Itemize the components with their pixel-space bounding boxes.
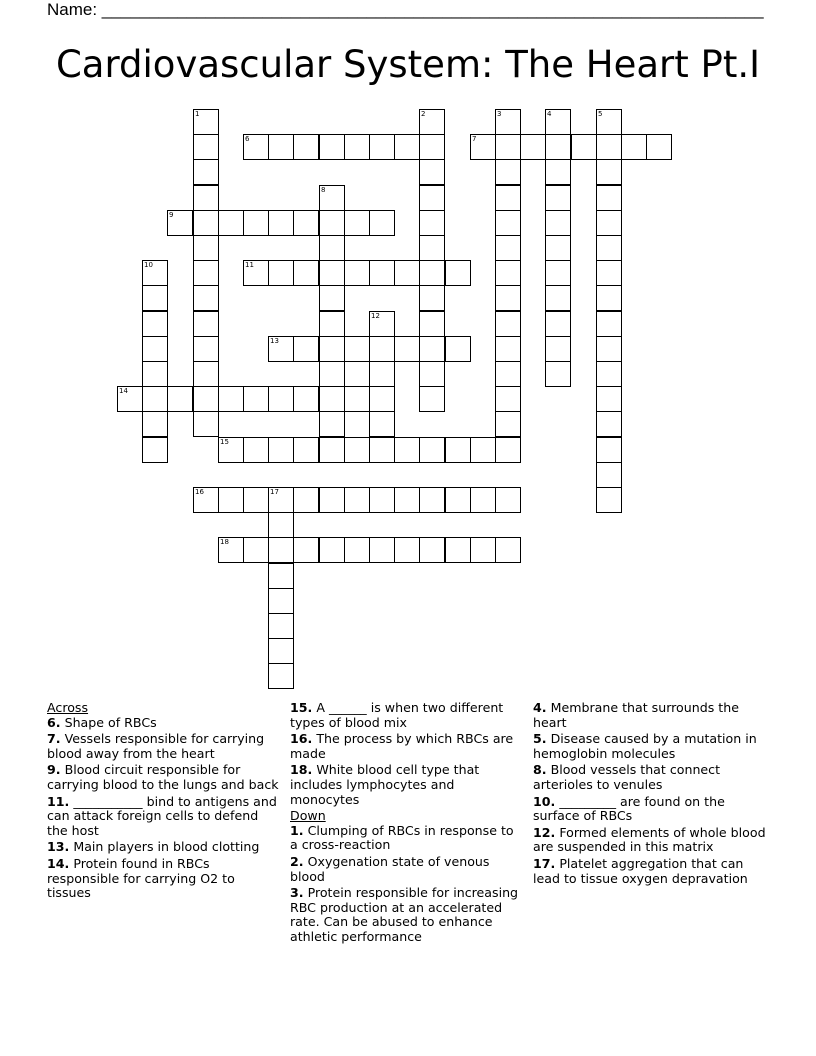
crossword-cell[interactable] xyxy=(596,285,622,311)
clue-number: 3. xyxy=(290,885,304,901)
crossword-cell[interactable] xyxy=(621,134,647,160)
crossword-cell[interactable] xyxy=(293,487,319,513)
page-title: Cardiovascular System: The Heart Pt.I xyxy=(55,43,761,86)
clue-text: Protein found in RBCs responsible for carrying O2 to tissues xyxy=(47,855,235,901)
crossword-cell[interactable] xyxy=(545,285,571,311)
clues-column-3 xyxy=(533,701,773,888)
crossword-cell[interactable] xyxy=(268,663,294,689)
crossword-cell[interactable] xyxy=(319,235,345,261)
crossword-cell[interactable] xyxy=(596,336,622,362)
crossword-cell[interactable] xyxy=(319,311,345,337)
crossword-cell[interactable] xyxy=(344,386,370,412)
clue-number: 12. xyxy=(533,824,556,840)
crossword-cell[interactable] xyxy=(268,260,294,286)
crossword-cell[interactable] xyxy=(545,134,571,160)
crossword-cell[interactable] xyxy=(344,537,370,563)
crossword-cell[interactable] xyxy=(243,537,269,563)
crossword-cell[interactable] xyxy=(293,437,319,463)
crossword-cell[interactable] xyxy=(293,260,319,286)
crossword-cell[interactable] xyxy=(419,336,445,362)
crossword-cell[interactable] xyxy=(319,134,345,160)
crossword-cell[interactable] xyxy=(268,613,294,639)
crossword-cell[interactable] xyxy=(218,437,244,463)
crossword-cell[interactable] xyxy=(142,336,168,362)
crossword-cell[interactable] xyxy=(470,134,496,160)
clue-number: 5 xyxy=(598,110,603,118)
crossword-cell[interactable] xyxy=(646,134,672,160)
crossword-cell[interactable] xyxy=(293,210,319,236)
crossword-cell[interactable] xyxy=(319,487,345,513)
crossword-cell[interactable] xyxy=(243,437,269,463)
crossword-cell[interactable] xyxy=(268,638,294,664)
crossword-cell[interactable] xyxy=(319,537,345,563)
clue-number: 13 xyxy=(270,337,279,345)
clue-item xyxy=(290,824,522,853)
crossword-cell[interactable] xyxy=(344,336,370,362)
crossword-cell[interactable] xyxy=(419,235,445,261)
clue-item xyxy=(290,886,522,944)
clue-number: 10 xyxy=(144,261,153,269)
crossword-cell[interactable] xyxy=(495,437,521,463)
crossword-cell[interactable] xyxy=(545,361,571,387)
clue-text: Disease caused by a mutation in hemoglobin molecules xyxy=(533,731,757,761)
crossword-cell[interactable] xyxy=(193,487,219,513)
crossword-cell[interactable] xyxy=(319,260,345,286)
crossword-cell[interactable] xyxy=(369,260,395,286)
crossword-cell[interactable] xyxy=(268,588,294,614)
crossword-cell[interactable] xyxy=(193,210,219,236)
crossword-cell[interactable] xyxy=(243,210,269,236)
crossword-cell[interactable] xyxy=(470,537,496,563)
down-heading: Down xyxy=(290,808,326,824)
crossword-cell[interactable] xyxy=(167,210,193,236)
crossword-cell[interactable] xyxy=(495,109,521,135)
crossword-cell[interactable] xyxy=(596,134,622,160)
crossword-cell[interactable] xyxy=(142,411,168,437)
crossword-cell[interactable] xyxy=(445,487,471,513)
crossword-cell[interactable] xyxy=(344,260,370,286)
clue-number: 1. xyxy=(290,822,304,838)
crossword-cell[interactable] xyxy=(495,235,521,261)
crossword-cell[interactable] xyxy=(293,386,319,412)
crossword-cell[interactable] xyxy=(596,361,622,387)
crossword-cell[interactable] xyxy=(394,487,420,513)
crossword-cell[interactable] xyxy=(545,260,571,286)
crossword-cell[interactable] xyxy=(445,336,471,362)
crossword-cell[interactable] xyxy=(470,487,496,513)
crossword-cell[interactable] xyxy=(319,411,345,437)
clue-item xyxy=(533,763,773,792)
crossword-cell[interactable] xyxy=(419,437,445,463)
clue-text: Formed elements of whole blood are suspended in this matrix xyxy=(533,824,766,855)
crossword-cell[interactable] xyxy=(319,361,345,387)
crossword-cell[interactable] xyxy=(193,361,219,387)
crossword-cell[interactable] xyxy=(293,336,319,362)
clue-number: 11 xyxy=(245,261,254,269)
clue-text: ___________ bind to antigens and can attack foreign cells to defend the host xyxy=(47,793,277,838)
crossword-cell[interactable] xyxy=(268,134,294,160)
crossword-cell[interactable] xyxy=(369,311,395,337)
crossword-cell[interactable] xyxy=(218,537,244,563)
clue-number: 18. xyxy=(290,762,313,778)
crossword-cell[interactable] xyxy=(596,462,622,488)
crossword-cell[interactable] xyxy=(218,487,244,513)
crossword-cell[interactable] xyxy=(495,210,521,236)
crossword-cell[interactable] xyxy=(193,285,219,311)
crossword-cell[interactable] xyxy=(545,109,571,135)
crossword-cell[interactable] xyxy=(319,336,345,362)
crossword-cell[interactable] xyxy=(142,361,168,387)
clue-number: 9. xyxy=(47,762,61,778)
crossword-cell[interactable] xyxy=(243,260,269,286)
clue-number: 8. xyxy=(533,762,547,778)
crossword-cell[interactable] xyxy=(495,185,521,211)
crossword-cell[interactable] xyxy=(419,260,445,286)
crossword-cell[interactable] xyxy=(117,386,143,412)
crossword-cell[interactable] xyxy=(193,185,219,211)
crossword-cell[interactable] xyxy=(419,386,445,412)
crossword-cell[interactable] xyxy=(495,336,521,362)
crossword-cell[interactable] xyxy=(394,336,420,362)
clue-number: 15 xyxy=(220,438,229,446)
crossword-cell[interactable] xyxy=(545,159,571,185)
clues-column-2 xyxy=(290,701,522,947)
clue-number: 16 xyxy=(195,488,204,496)
crossword-cell[interactable] xyxy=(470,437,496,463)
clue-text: Platelet aggregation that can lead to tissue oxygen depravation xyxy=(533,855,748,886)
crossword-cell[interactable] xyxy=(268,336,294,362)
clue-number: 12 xyxy=(371,312,380,320)
crossword-cell[interactable] xyxy=(495,386,521,412)
clues-column-1 xyxy=(47,701,279,903)
clue-text: White blood cell type that includes lymphocytes and monocytes xyxy=(290,762,480,807)
crossword-cell[interactable] xyxy=(268,563,294,589)
crossword-cell[interactable] xyxy=(369,386,395,412)
clue-number: 9 xyxy=(169,211,174,219)
crossword-cell[interactable] xyxy=(193,134,219,160)
clue-text: Protein responsible for increasing RBC production at an accelerated rate. Can be abused to enhance athletic performance xyxy=(290,885,519,944)
clue-item xyxy=(47,763,279,792)
crossword-cell[interactable] xyxy=(419,311,445,337)
clue-number: 6. xyxy=(47,714,61,730)
crossword-cell[interactable] xyxy=(596,487,622,513)
crossword-cell[interactable] xyxy=(319,210,345,236)
crossword-cell[interactable] xyxy=(369,437,395,463)
crossword-cell[interactable] xyxy=(369,336,395,362)
crossword-cell[interactable] xyxy=(419,109,445,135)
crossword-cell[interactable] xyxy=(419,487,445,513)
crossword-cell[interactable] xyxy=(193,235,219,261)
crossword-cell[interactable] xyxy=(545,311,571,337)
crossword-cell[interactable] xyxy=(394,260,420,286)
crossword-cell[interactable] xyxy=(419,134,445,160)
clue-number: 2. xyxy=(290,853,304,869)
clue-number: 8 xyxy=(321,186,326,194)
clue-number: 3 xyxy=(497,110,502,118)
clue-item xyxy=(290,701,522,730)
clue-number: 4 xyxy=(547,110,552,118)
crossword-cell[interactable] xyxy=(596,411,622,437)
clue-text: Blood vessels that connect arterioles to venules xyxy=(533,762,721,792)
crossword-cell[interactable] xyxy=(142,311,168,337)
clue-number: 14 xyxy=(119,387,128,395)
clue-number: 10. xyxy=(533,793,556,809)
crossword-cell[interactable] xyxy=(495,487,521,513)
crossword-cell[interactable] xyxy=(419,537,445,563)
crossword-cell[interactable] xyxy=(142,285,168,311)
clue-item xyxy=(533,857,773,886)
crossword-cell[interactable] xyxy=(596,437,622,463)
crossword-cell[interactable] xyxy=(596,260,622,286)
crossword-cell[interactable] xyxy=(596,109,622,135)
clue-text: The process by which RBCs are made xyxy=(290,731,514,761)
crossword-cell[interactable] xyxy=(520,134,546,160)
clue-item xyxy=(533,701,773,730)
crossword-cell[interactable] xyxy=(344,210,370,236)
clue-item xyxy=(533,826,773,855)
clue-item xyxy=(533,795,773,824)
crossword-cell[interactable] xyxy=(596,210,622,236)
crossword-cell[interactable] xyxy=(268,537,294,563)
crossword-cell[interactable] xyxy=(419,159,445,185)
crossword-cell[interactable] xyxy=(495,134,521,160)
clue-text: Vessels responsible for carrying blood away from the heart xyxy=(47,731,265,761)
crossword-cell[interactable] xyxy=(596,311,622,337)
crossword-cell[interactable] xyxy=(193,336,219,362)
crossword-cell[interactable] xyxy=(344,487,370,513)
clue-item xyxy=(47,732,279,761)
clue-text: Oxygenation state of venous blood xyxy=(290,853,490,884)
crossword-cell[interactable] xyxy=(193,311,219,337)
clue-number: 16. xyxy=(290,731,313,747)
crossword-cell[interactable] xyxy=(545,210,571,236)
crossword-cell[interactable] xyxy=(293,134,319,160)
clue-item xyxy=(290,732,522,761)
crossword-cell[interactable] xyxy=(243,134,269,160)
crossword-cell[interactable] xyxy=(571,134,597,160)
crossword-cell[interactable] xyxy=(369,487,395,513)
crossword-cell[interactable] xyxy=(419,185,445,211)
name-field[interactable]: Name: ______________________________________________________________________ xyxy=(47,0,764,19)
crossword-cell[interactable] xyxy=(193,386,219,412)
crossword-cell[interactable] xyxy=(193,159,219,185)
crossword-cell[interactable] xyxy=(218,210,244,236)
crossword-cell[interactable] xyxy=(369,134,395,160)
clue-number: 2 xyxy=(421,110,426,118)
crossword-cell[interactable] xyxy=(495,260,521,286)
clue-number: 4. xyxy=(533,700,547,715)
clue-number: 18 xyxy=(220,538,229,546)
clue-text: Blood circuit responsible for carrying blood to the lungs and back xyxy=(47,762,279,792)
crossword-cell[interactable] xyxy=(419,361,445,387)
crossword-cell[interactable] xyxy=(445,437,471,463)
clue-item xyxy=(533,732,773,761)
clue-item xyxy=(290,763,522,807)
crossword-cell[interactable] xyxy=(243,487,269,513)
clue-item xyxy=(47,857,279,901)
clue-number: 17 xyxy=(270,488,279,496)
crossword-cell[interactable] xyxy=(394,437,420,463)
crossword-cell[interactable] xyxy=(419,210,445,236)
crossword-cell[interactable] xyxy=(495,285,521,311)
crossword-cell[interactable] xyxy=(596,159,622,185)
crossword-cell[interactable] xyxy=(394,537,420,563)
crossword-cell[interactable] xyxy=(545,185,571,211)
clue-number: 11. xyxy=(47,793,70,809)
crossword-cell[interactable] xyxy=(495,311,521,337)
crossword-cell[interactable] xyxy=(394,134,420,160)
clue-text: Shape of RBCs xyxy=(64,714,157,730)
crossword-cell[interactable] xyxy=(495,361,521,387)
crossword-cell[interactable] xyxy=(293,537,319,563)
clue-number: 17. xyxy=(533,855,556,871)
clue-number: 13. xyxy=(47,839,70,855)
crossword-cell[interactable] xyxy=(268,437,294,463)
crossword-cell[interactable] xyxy=(545,336,571,362)
crossword-cell[interactable] xyxy=(319,285,345,311)
clue-text: Clumping of RBCs in response to a cross-reaction xyxy=(290,822,514,853)
crossword-cell[interactable] xyxy=(596,386,622,412)
crossword-cell[interactable] xyxy=(495,411,521,437)
clue-number: 14. xyxy=(47,855,70,871)
crossword-cell[interactable] xyxy=(193,260,219,286)
crossword-cell[interactable] xyxy=(596,235,622,261)
crossword-cell[interactable] xyxy=(495,537,521,563)
crossword-cell[interactable] xyxy=(419,285,445,311)
crossword-cell[interactable] xyxy=(193,411,219,437)
crossword-cell[interactable] xyxy=(445,260,471,286)
across-heading: Across xyxy=(47,700,89,715)
crossword-cell[interactable] xyxy=(445,537,471,563)
clue-text: _________ are found on the surface of RBCs xyxy=(533,793,725,824)
crossword-cell[interactable] xyxy=(319,386,345,412)
clue-number: 15. xyxy=(290,700,313,715)
crossword-cell[interactable] xyxy=(369,361,395,387)
crossword-cell[interactable] xyxy=(218,386,244,412)
crossword-cell[interactable] xyxy=(545,235,571,261)
clue-number: 1 xyxy=(195,110,200,118)
crossword-cell[interactable] xyxy=(268,210,294,236)
clue-text: Membrane that surrounds the heart xyxy=(533,700,739,730)
clue-number: 7 xyxy=(472,135,477,143)
crossword-cell[interactable] xyxy=(344,134,370,160)
clue-item xyxy=(47,795,279,839)
crossword-cell[interactable] xyxy=(142,260,168,286)
clue-text: Main players in blood clotting xyxy=(73,839,260,855)
crossword-cell[interactable] xyxy=(344,437,370,463)
crossword-cell[interactable] xyxy=(268,512,294,538)
crossword-cell[interactable] xyxy=(268,487,294,513)
crossword-cell[interactable] xyxy=(319,437,345,463)
clue-item xyxy=(290,855,522,884)
crossword-cell[interactable] xyxy=(369,411,395,437)
crossword-cell[interactable] xyxy=(319,185,345,211)
crossword-cell[interactable] xyxy=(243,386,269,412)
clue-number: 6 xyxy=(245,135,250,143)
crossword-cell[interactable] xyxy=(596,185,622,211)
crossword-cell[interactable] xyxy=(268,386,294,412)
crossword-cell[interactable] xyxy=(167,386,193,412)
crossword-cell[interactable] xyxy=(369,210,395,236)
crossword-cell[interactable] xyxy=(495,159,521,185)
crossword-cell[interactable] xyxy=(142,437,168,463)
clue-item xyxy=(47,716,279,731)
clue-number: 7. xyxy=(47,731,61,747)
clue-text: A ______ is when two different types of blood mix xyxy=(290,700,504,730)
crossword-cell[interactable] xyxy=(193,109,219,135)
crossword-cell[interactable] xyxy=(369,537,395,563)
crossword-cell[interactable] xyxy=(142,386,168,412)
clue-item xyxy=(47,840,279,855)
clue-number: 5. xyxy=(533,731,547,747)
